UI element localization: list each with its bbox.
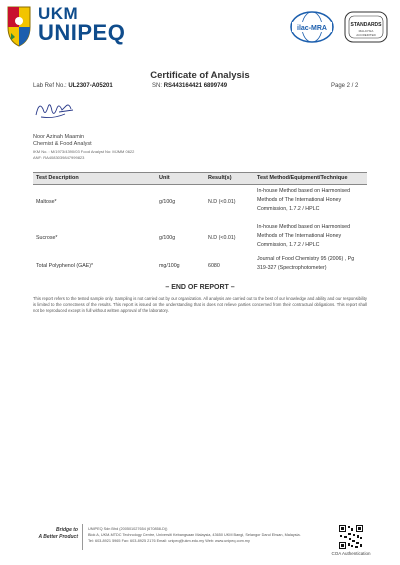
lab-ref-value: UL2307-A05201 [68, 83, 113, 89]
standards-text: STANDARDS [350, 22, 382, 28]
header-method: Test Method/Equipment/Technique [257, 175, 348, 181]
row-sucrose-method [257, 223, 367, 250]
sn-label: SN: [152, 83, 163, 89]
row-maltose-result: N.D (<0.01) [208, 199, 236, 205]
header-results: Result(s) [208, 175, 232, 181]
header-test-description: Test Description [36, 175, 79, 181]
footer-divider [82, 524, 83, 550]
footer-tagline [33, 527, 78, 541]
method-line: In-house Method based on Harmonised [257, 224, 351, 230]
ilac-mra-logo [289, 10, 335, 44]
analyst-signature [33, 97, 75, 123]
analyst-role: Chemist & Food Analyst [33, 141, 92, 147]
row-sucrose-desc: Sucrose* [36, 235, 58, 241]
method-line: In-house Method based on Harmonised [257, 188, 351, 194]
lab-ref [33, 83, 113, 89]
analyst-ikm: IKM No. : M/1973/4390/03 Food Analyst No: MJMM 0622 [33, 149, 135, 154]
logo-ukm-text: UKM [38, 4, 79, 23]
footer-company: UNIPEQ Sdn Bhd (200501027654 (670858-D)) [88, 527, 168, 531]
table-header [33, 172, 367, 185]
lab-ref-label: Lab Ref No.: [33, 83, 67, 89]
ukm-crest-logo [5, 5, 33, 47]
analyst-anf: ANF: RA4083039847999823 [33, 155, 85, 160]
row-maltose-unit: g/100g [159, 199, 176, 205]
method-line: Commission, 1.7.2 / HPLC [257, 242, 320, 248]
row-polyphenol-result: 6080 [208, 263, 220, 269]
page-number: Page 2 / 2 [331, 83, 359, 89]
row-polyphenol-method [257, 255, 367, 273]
header-unit: Unit [159, 175, 170, 181]
method-line: Journal of Food Chemistry 95 (2006) , Pg [257, 256, 355, 262]
row-maltose-desc: Maltose* [36, 199, 57, 205]
logo-unipeq-text: UNIPEQ [38, 20, 126, 45]
sn-value: RS443164421 6899749 [163, 83, 228, 89]
qr-code-icon [338, 524, 364, 550]
footer-contacts: Tel: 603-8921 5965 Fax: 603-8925 2176 Email: unipeq@ukm.edu.my Web: www.unipeq.com.my [88, 539, 250, 543]
standards-sub2-text: ACCREDITED [356, 33, 376, 37]
disclaimer-text: This report refers to the tested sample only. Sampling is not carried out by our organization. All analysis are carried out to the best of our knowledge and ability and our responsibility is limited to the correctness of the results. This report is issued on the understanding that is does not relieve parties concerned from their contractual obligations. This report shall not be reproduced except in full without written approval of the laboratory. [33, 296, 367, 313]
ilac-text: ilac-MRA [297, 25, 327, 32]
footer-address: Blok A, UKM-MTDC Technology Centre, Universiti Kebangsaan Malaysia, 43650 UKM Bangi, Selangor Darul Ehsan, Malaysia. [88, 533, 301, 537]
certificate-title: Certificate of Analysis [150, 70, 250, 81]
row-sucrose-result: N.D (<0.01) [208, 235, 236, 241]
coa-authentication-label: COA Authentication [331, 551, 371, 556]
row-maltose-method [257, 187, 367, 214]
method-line: 319-327 (Spectrophotometer) [257, 265, 327, 271]
end-of-report: – END OF REPORT – [165, 284, 235, 291]
row-polyphenol-desc: Total Polyphenol (GAE)* [36, 263, 94, 269]
analyst-name: Noor Azinah Maamin [33, 134, 85, 140]
serial-number [152, 83, 227, 89]
standards-malaysia-logo [343, 10, 389, 48]
tagline-line-1: Bridge to [56, 527, 78, 533]
tagline-line-2: A Better Product [38, 534, 78, 540]
method-line: Methods of The International Honey [257, 197, 342, 203]
method-line: Methods of The International Honey [257, 233, 342, 239]
footer-contact [88, 526, 328, 544]
method-line: Commission, 1.7.2 / HPLC [257, 206, 320, 212]
row-sucrose-unit: g/100g [159, 235, 176, 241]
row-polyphenol-unit: mg/100g [159, 263, 180, 269]
standards-sub-text: MALAYSIA [358, 29, 374, 33]
